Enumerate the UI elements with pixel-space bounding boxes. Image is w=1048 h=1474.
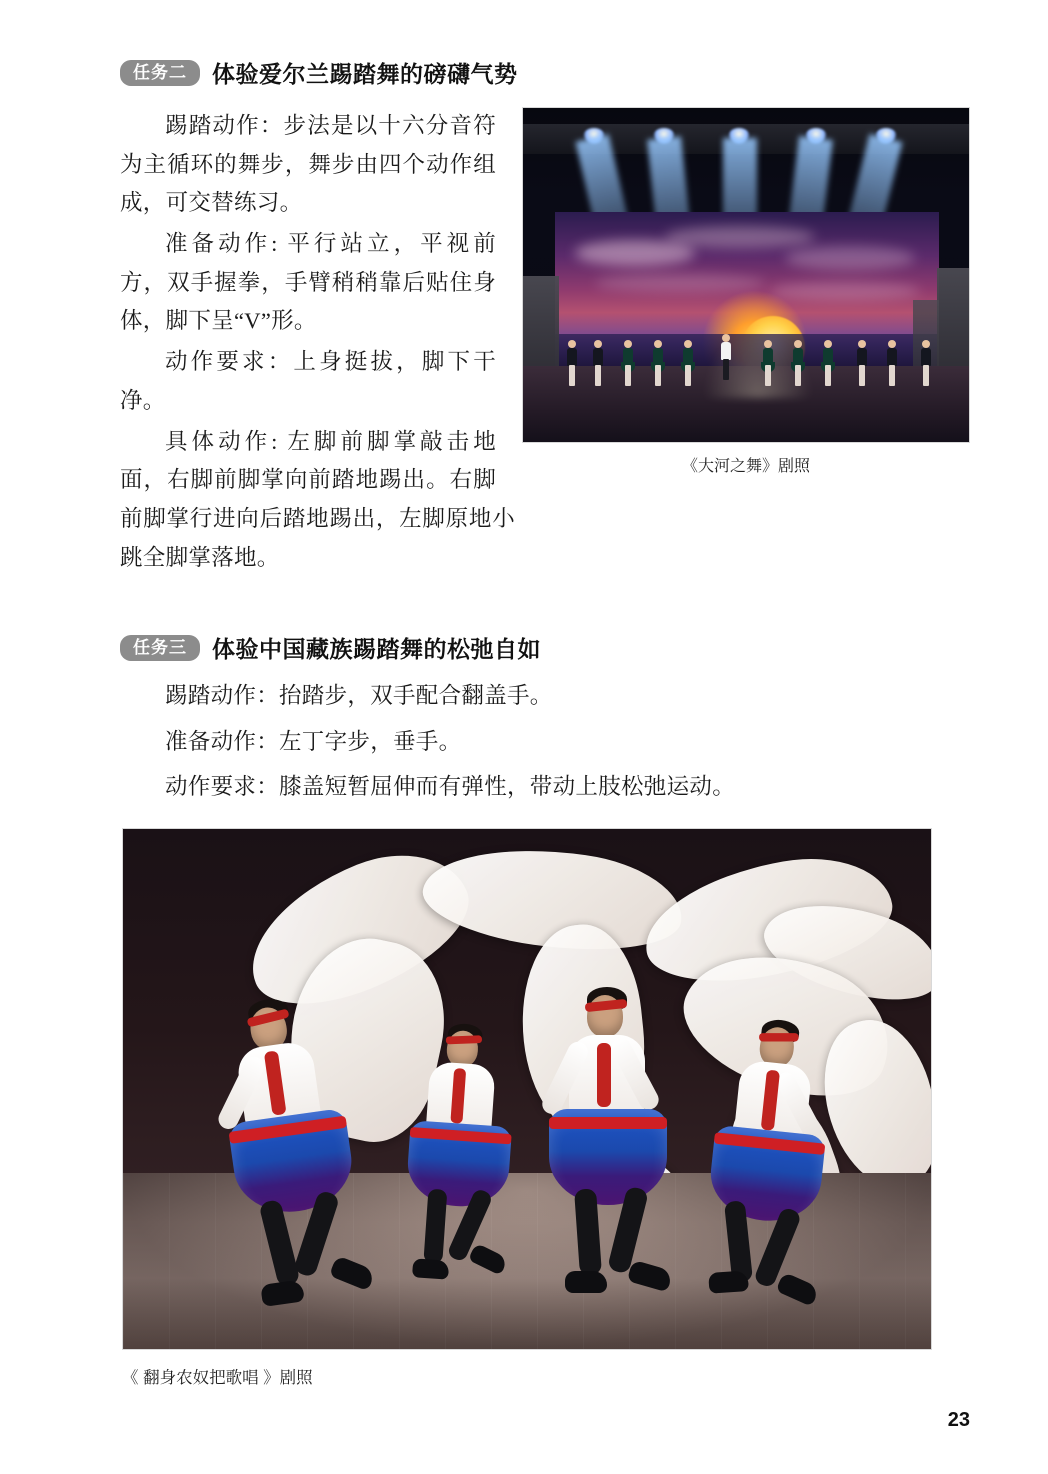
page-number: 23 (947, 1409, 970, 1431)
photo-tibetan-dance (122, 828, 932, 1350)
task-title: 体验爱尔兰踢踏舞的磅礴气势 (212, 61, 518, 87)
lead-dancer (721, 334, 731, 384)
stage-background (523, 108, 969, 442)
task-heading-three (120, 631, 970, 664)
section-two (120, 107, 970, 577)
paragraph: 动作要求：上身挺拔，脚下干净。 (120, 349, 496, 413)
figure-tibetan-dance (120, 828, 970, 1388)
section-two-body (120, 107, 515, 577)
paragraph: 踢踏动作：步法是以十六分音符为主循环的舞步，舞步由四个动作组成，可交替练习。 (120, 113, 496, 216)
figure-caption: 《 翻身农奴把歌唱 》剧照 (122, 1369, 313, 1388)
figure-caption: 《大河之舞》剧照 (681, 458, 810, 475)
photo-riverdance (522, 107, 970, 443)
task-badge: 任务二 (120, 60, 200, 86)
task-title: 体验中国藏族踢踏舞的松弛自如 (212, 636, 541, 663)
paragraph: 动作要求：膝盖短暂屈伸而有弹性，带动上肢松弛运动。 (165, 774, 736, 799)
paragraph: 踢踏动作：抬踏步，双手配合翻盖手。 (165, 683, 553, 709)
task-badge: 任务三 (120, 635, 200, 661)
task-heading-two (120, 56, 970, 89)
section-three (120, 579, 970, 1388)
figure-riverdance (522, 107, 970, 476)
paragraph: 具体动作: 左脚前脚掌敲击地面，右脚前脚掌向前踏地踢出。右脚前脚掌行进向后踏地踢出，左脚原地小跳全脚掌落地。 (120, 428, 515, 570)
paragraph: 准备动作: 平行站立，平视前方，双手握拳，手臂稍稍靠后贴住身体，脚下呈“V”形。 (120, 231, 496, 334)
stage-background (123, 829, 931, 1349)
paragraph: 准备动作：左丁字步，垂手。 (165, 728, 462, 754)
